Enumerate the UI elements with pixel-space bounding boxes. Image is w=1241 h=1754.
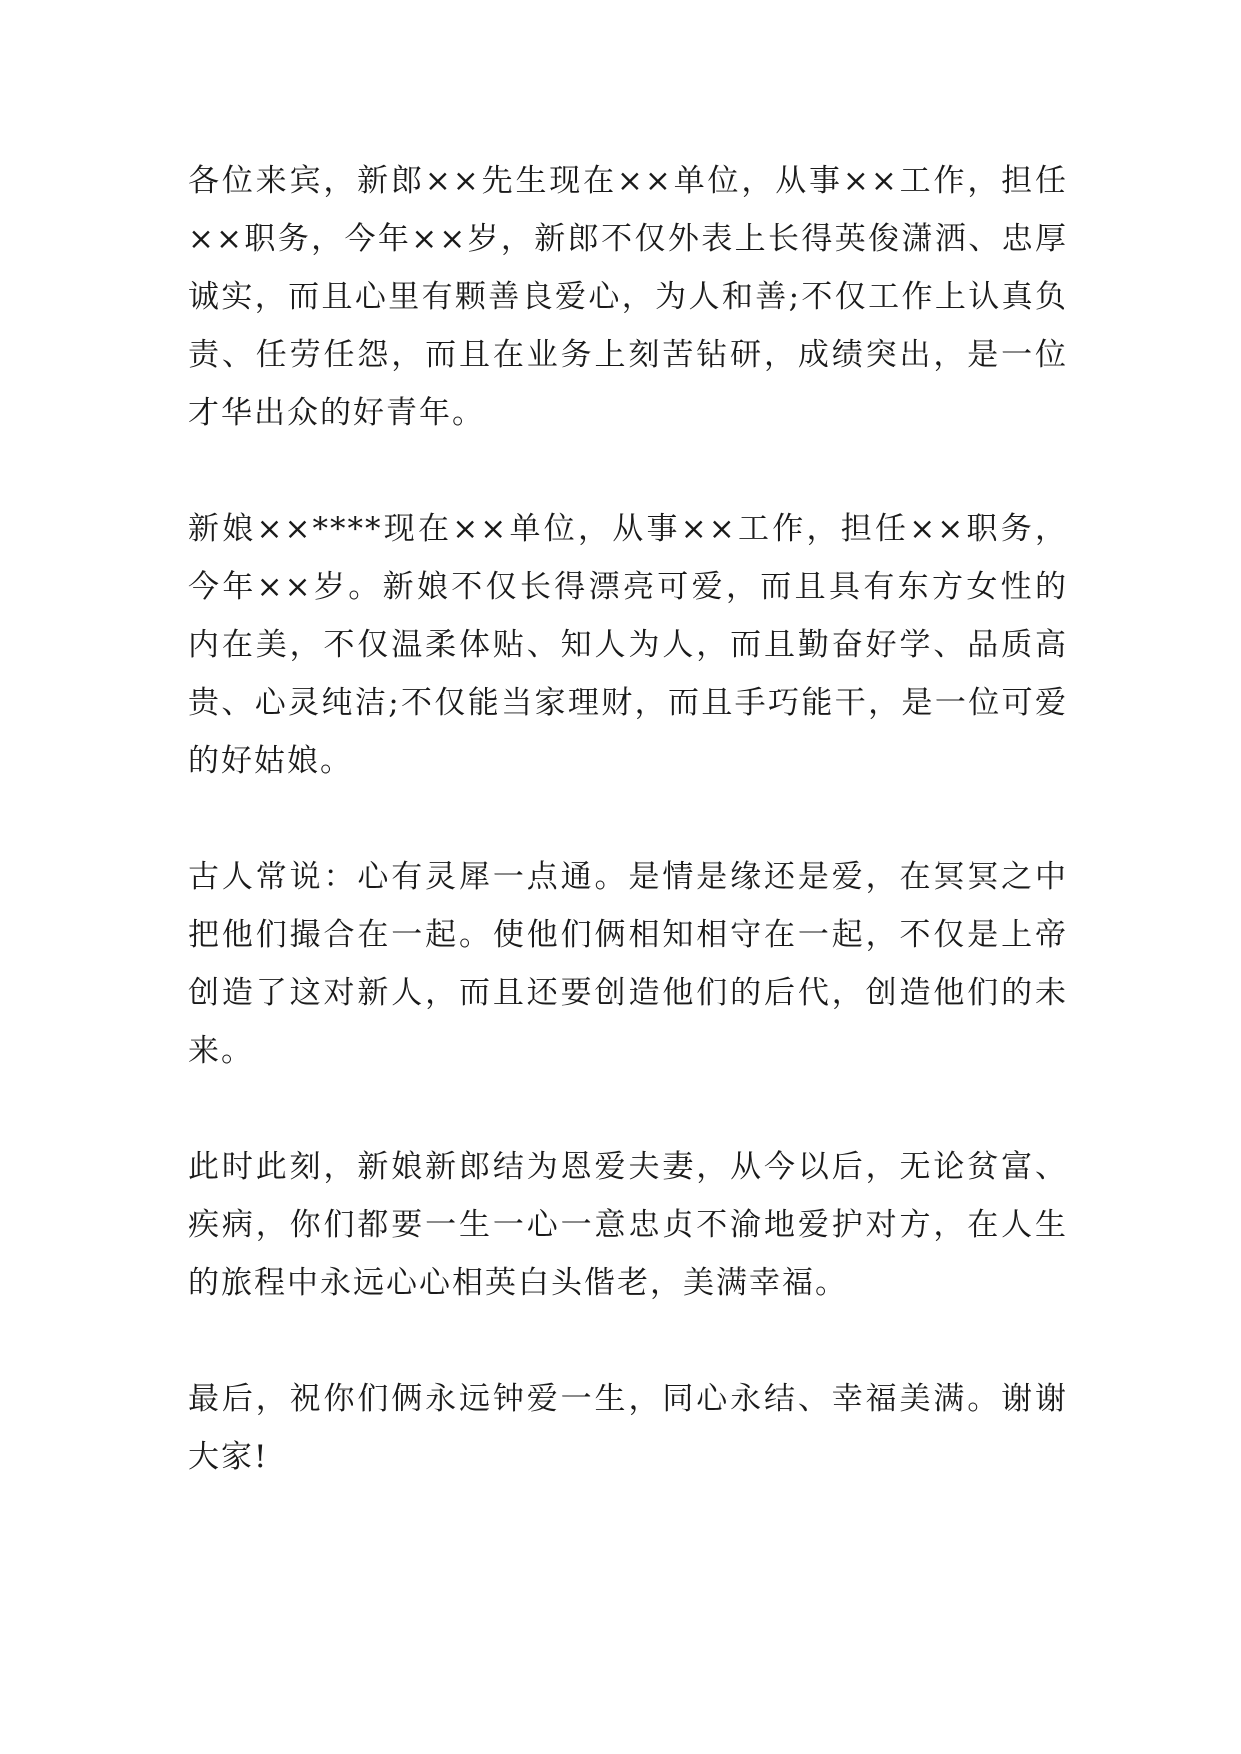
paragraph-vows: 此时此刻，新娘新郎结为恩爱夫妻，从今以后，无论贫富、疾病，你们都要一生一心一意忠贞不渝地爱护对方，在人生的旅程中永远心心相英白头偕老，美满幸福。 <box>188 1149 1068 1301</box>
paragraph-destiny: 古人常说：心有灵犀一点通。是情是缘还是爱，在冥冥之中把他们撮合在一起。使他们俩相知相守在一起，不仅是上帝创造了这对新人，而且还要创造他们的后代，创造他们的未来。 <box>188 859 1068 1069</box>
paragraph-bride-introduction: 新娘××****现在××单位，从事××工作，担任××职务，今年××岁。新娘不仅长得漂亮可爱，而且具有东方女性的内在美，不仅温柔体贴、知人为人，而且勤奋好学、品质高贵、心灵纯洁;不仅能当家理财，而且手巧能干，是一位可爱的好姑娘。 <box>188 511 1068 779</box>
paragraph-closing-wishes: 最后，祝你们俩永远钟爱一生，同心永结、幸福美满。谢谢大家! <box>188 1381 1068 1475</box>
paragraph-groom-introduction: 各位来宾，新郎××先生现在××单位，从事××工作，担任××职务，今年××岁，新郎不仅外表上长得英俊潇洒、忠厚诚实，而且心里有颗善良爱心，为人和善;不仅工作上认真负责、任劳任怨，而且在业务上刻苦钻研，成绩突出，是一位才华出众的好青年。 <box>188 163 1068 431</box>
document-body <box>188 152 1068 1486</box>
